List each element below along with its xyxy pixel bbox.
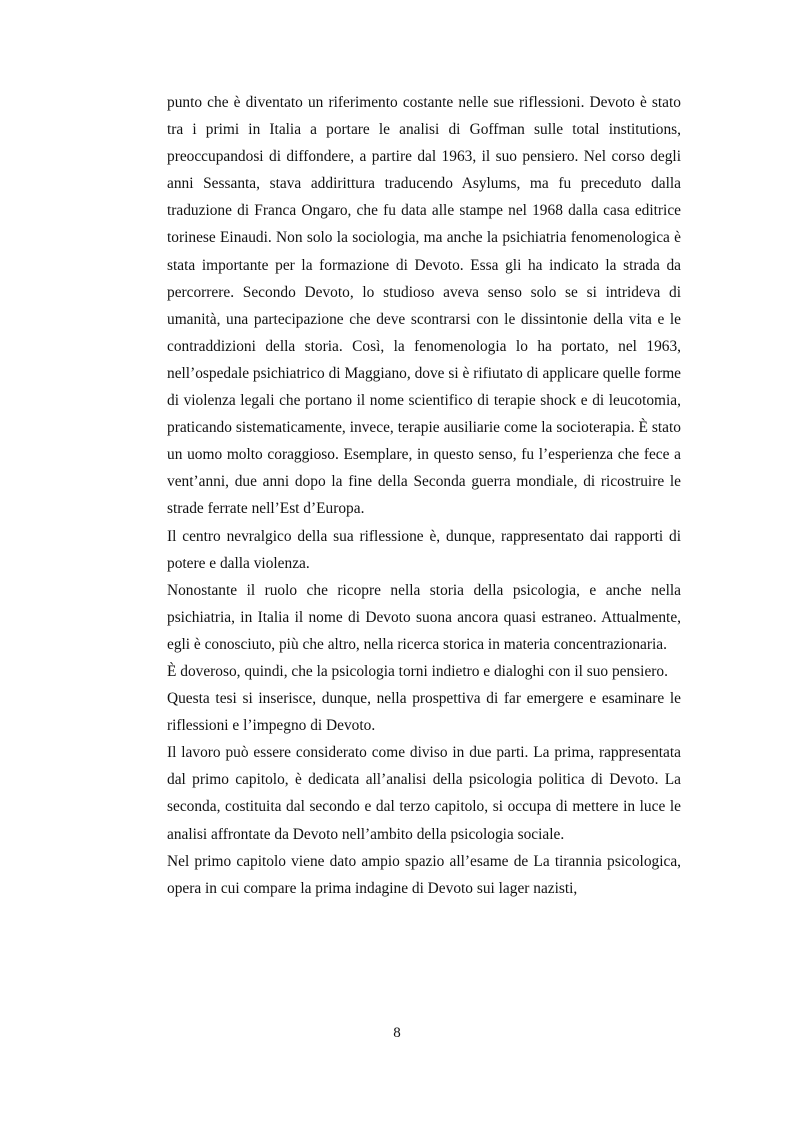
paragraph-5: Questa tesi si inserisce, dunque, nella prospettiva di far emergere e esaminare le riflessioni e l’impegno di Devoto.	[167, 690, 681, 735]
body-text	[167, 89, 681, 902]
paragraph-4: È doveroso, quindi, che la psicologia torni indietro e dialoghi con il suo pensiero.	[167, 662, 668, 680]
paragraph-1: punto che è diventato un riferimento costante nelle sue riflessioni. Devoto è stato tra i primi in Italia a portare le analisi di Goffman sulle total institutions, preoccupandosi di diffondere, a partire dal 1963, il suo pensiero. Nel corso degli anni Sessanta, stava addirittura traducendo Asylums, ma fu preceduto dalla traduzione di Franca Ongaro, che fu data alle stampe nel 1968 dalla casa editrice torinese Einaudi. Non solo la sociologia, ma anche la psichiatria fenomenologica è stata importante per la formazione di Devoto. Essa gli ha indicato la strada da percorrere. Secondo Devoto, lo studioso aveva senso solo se si intrideva di umanità, una partecipazione che deve scontrarsi con le dissintonie della vita e le contraddizioni della storia. Così, la fenomenologia lo ha portato, nel 1963, nell’ospedale psichiatrico di Maggiano, dove si è rifiutato di applicare quelle forme di violenza legali che portano il nome scientifico di terapie shock e di leucotomia, praticando sistematicamente, invece, terapie ausiliarie come la socioterapia. È stato un uomo molto coraggioso. Esemplare, in questo senso, fu l’esperienza che fece a vent’anni, due anni dopo la fine della Seconda guerra mondiale, di ricostruire le strade ferrate nell’Est d’Europa.	[167, 94, 681, 518]
paragraph-7: Nel primo capitolo viene dato ampio spazio all’esame de La tirannia psicologica, opera in cui compare la prima indagine di Devoto sui lager nazisti,	[167, 852, 681, 897]
paragraph-6: Il lavoro può essere considerato come diviso in due parti. La prima, rappresentata dal primo capitolo, è dedicata all’analisi della psicologia politica di Devoto. La seconda, costituita dal secondo e dal terzo capitolo, si occupa di mettere in luce le analisi affrontate da Devoto nell’ambito della psicologia sociale.	[167, 744, 681, 843]
paragraph-3: Nonostante il ruolo che ricopre nella storia della psicologia, e anche nella psichiatria, in Italia il nome di Devoto suona ancora quasi estraneo. Attualmente, egli è conosciuto, più che altro, nella ricerca storica in materia concentrazionaria.	[167, 581, 681, 653]
page-number: 8	[393, 1025, 401, 1041]
paragraph-2: Il centro nevralgico della sua riflessione è, dunque, rappresentato dai rapporti di potere e dalla violenza.	[167, 527, 681, 572]
